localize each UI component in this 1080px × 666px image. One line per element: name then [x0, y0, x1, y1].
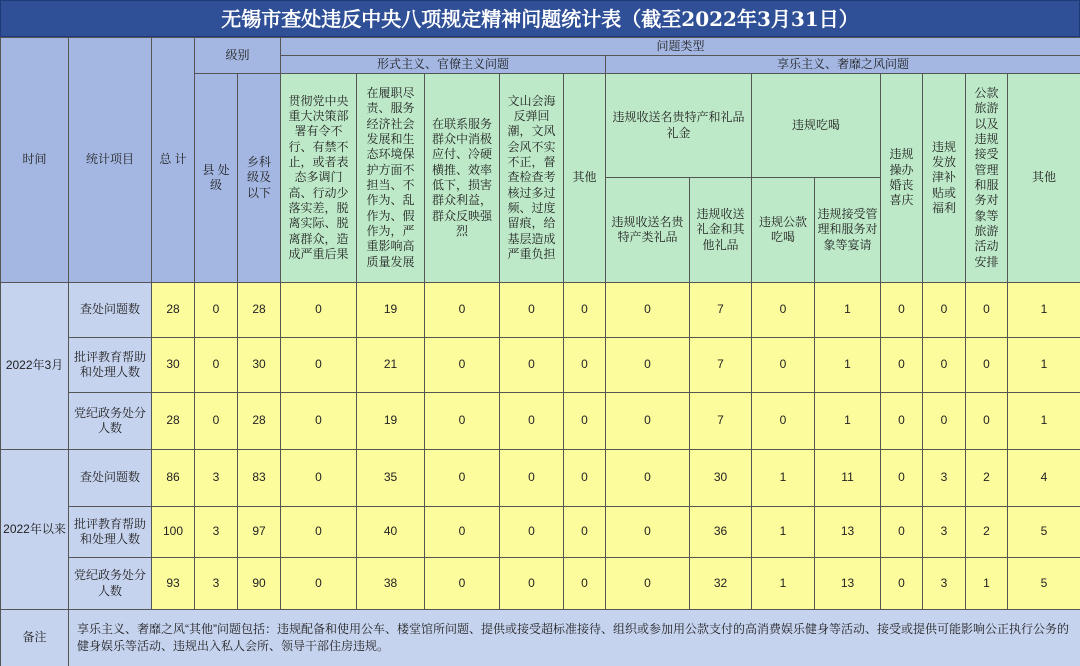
value-cell: 86: [152, 450, 195, 507]
value-cell: 0: [281, 558, 357, 610]
value-cell: 1: [815, 393, 881, 450]
header-dining-banquet: 违规接受管理和服务对象等宴请: [815, 178, 881, 283]
header-travel: 公款旅游以及违规接受管理和服务对象等旅游活动安排: [966, 74, 1008, 283]
note-text: 享乐主义、奢靡之风“其他”问题包括：违规配备和使用公车、楼堂馆所问题、提供或接受超标准接待、组织或参加用公款支付的高消费娱乐健身等活动、接受或提供可能影响公正执行公务的健身娱乐等活动、违规出入私人会所、领导干部住房违规。: [69, 610, 1080, 666]
value-cell: 0: [281, 393, 357, 450]
value-cell: 28: [238, 393, 281, 450]
table-row: [1, 507, 1080, 558]
value-cell: 0: [195, 338, 238, 393]
value-cell: 0: [564, 338, 606, 393]
table-row: [1, 283, 1080, 338]
value-cell: 35: [357, 450, 425, 507]
value-cell: 1: [752, 507, 815, 558]
value-cell: 0: [564, 558, 606, 610]
value-cell: 90: [238, 558, 281, 610]
note-row: [1, 610, 1080, 666]
value-cell: 0: [881, 393, 923, 450]
value-cell: 1: [815, 283, 881, 338]
value-cell: 30: [238, 338, 281, 393]
value-cell: 3: [923, 507, 966, 558]
value-cell: 0: [752, 393, 815, 450]
header-formalism-service: 在联系服务群众中消极应付、冷硬横推、效率低下，损害群众利益，群众反映强烈: [425, 74, 500, 283]
header-subsidy: 违规发放津补贴或福利: [923, 74, 966, 283]
value-cell: 0: [923, 338, 966, 393]
header-gift: 违规收送名贵特产和礼品礼金: [606, 74, 752, 178]
value-cell: 0: [606, 338, 690, 393]
value-cell: 5: [1008, 558, 1080, 610]
value-cell: 7: [690, 283, 752, 338]
value-cell: 0: [966, 338, 1008, 393]
value-cell: 100: [152, 507, 195, 558]
item-cell: 批评教育帮助和处理人数: [69, 338, 152, 393]
header-hedonism: 享乐主义、奢靡之风问题: [606, 56, 1080, 74]
value-cell: 30: [152, 338, 195, 393]
header-level: 级别: [195, 38, 281, 74]
value-cell: 0: [923, 283, 966, 338]
value-cell: 1: [1008, 393, 1080, 450]
value-cell: 0: [500, 507, 564, 558]
value-cell: 3: [195, 558, 238, 610]
value-cell: 0: [966, 283, 1008, 338]
value-cell: 0: [752, 338, 815, 393]
item-cell: 查处问题数: [69, 450, 152, 507]
value-cell: 0: [500, 450, 564, 507]
value-cell: 0: [564, 283, 606, 338]
value-cell: 93: [152, 558, 195, 610]
value-cell: 1: [752, 558, 815, 610]
header-total: 总 计: [152, 38, 195, 283]
value-cell: 4: [1008, 450, 1080, 507]
value-cell: 0: [281, 338, 357, 393]
value-cell: 1: [752, 450, 815, 507]
value-cell: 2: [966, 450, 1008, 507]
value-cell: 7: [690, 338, 752, 393]
value-cell: 0: [425, 338, 500, 393]
value-cell: 7: [690, 393, 752, 450]
value-cell: 0: [564, 450, 606, 507]
value-cell: 0: [281, 507, 357, 558]
header-item: 统计项目: [69, 38, 152, 283]
value-cell: 0: [281, 283, 357, 338]
value-cell: 13: [815, 507, 881, 558]
value-cell: 0: [500, 393, 564, 450]
value-cell: 0: [425, 283, 500, 338]
value-cell: 40: [357, 507, 425, 558]
value-cell: 83: [238, 450, 281, 507]
note-label: 备注: [1, 610, 69, 666]
value-cell: 0: [606, 558, 690, 610]
value-cell: 0: [881, 283, 923, 338]
value-cell: 28: [152, 283, 195, 338]
value-cell: 21: [357, 338, 425, 393]
header-wedding: 违规操办婚丧喜庆: [881, 74, 923, 283]
value-cell: 0: [195, 393, 238, 450]
header-hedonism-other: 其他: [1008, 74, 1080, 283]
value-cell: 0: [966, 393, 1008, 450]
header-township-level: 乡科级及以下: [238, 74, 281, 283]
value-cell: 0: [606, 507, 690, 558]
value-cell: 0: [881, 450, 923, 507]
value-cell: 0: [425, 450, 500, 507]
value-cell: 0: [195, 283, 238, 338]
value-cell: 3: [195, 450, 238, 507]
item-cell: 查处问题数: [69, 283, 152, 338]
value-cell: 0: [881, 507, 923, 558]
item-cell: 党纪政务处分人数: [69, 393, 152, 450]
header-problem-type: 问题类型: [281, 38, 1080, 56]
header-dining: 违规吃喝: [752, 74, 881, 178]
value-cell: 3: [195, 507, 238, 558]
value-cell: 5: [1008, 507, 1080, 558]
value-cell: 32: [690, 558, 752, 610]
value-cell: 0: [425, 393, 500, 450]
header-formalism: 形式主义、官僚主义问题: [281, 56, 606, 74]
value-cell: 0: [606, 450, 690, 507]
value-cell: 1: [966, 558, 1008, 610]
value-cell: 11: [815, 450, 881, 507]
value-cell: 0: [606, 393, 690, 450]
value-cell: 0: [500, 558, 564, 610]
item-cell: 批评教育帮助和处理人数: [69, 507, 152, 558]
value-cell: 0: [881, 338, 923, 393]
header-county-level: 县 处级: [195, 74, 238, 283]
value-cell: 0: [281, 450, 357, 507]
stats-table: [0, 37, 1080, 666]
value-cell: 36: [690, 507, 752, 558]
value-cell: 19: [357, 393, 425, 450]
value-cell: 30: [690, 450, 752, 507]
value-cell: 0: [881, 558, 923, 610]
time-cell: 2022年3月: [1, 283, 69, 450]
value-cell: 28: [152, 393, 195, 450]
table-row: [1, 338, 1080, 393]
value-cell: 3: [923, 450, 966, 507]
header-formalism-decision: 贯彻党中央重大决策部署有令不行、有禁不止，或者表态多调门高、行动少落实差，脱离实际、脱离群众，造成严重后果: [281, 74, 357, 283]
value-cell: 0: [923, 393, 966, 450]
value-cell: 1: [1008, 338, 1080, 393]
time-cell: 2022年以来: [1, 450, 69, 610]
value-cell: 0: [425, 507, 500, 558]
table-row: [1, 450, 1080, 507]
value-cell: 1: [1008, 283, 1080, 338]
value-cell: 0: [606, 283, 690, 338]
value-cell: 0: [500, 338, 564, 393]
header-formalism-other: 其他: [564, 74, 606, 283]
header-time: 时间: [1, 38, 69, 283]
value-cell: 38: [357, 558, 425, 610]
value-cell: 0: [500, 283, 564, 338]
value-cell: 13: [815, 558, 881, 610]
value-cell: 0: [425, 558, 500, 610]
value-cell: 0: [752, 283, 815, 338]
value-cell: 2: [966, 507, 1008, 558]
value-cell: 97: [238, 507, 281, 558]
value-cell: 1: [815, 338, 881, 393]
value-cell: 28: [238, 283, 281, 338]
value-cell: 3: [923, 558, 966, 610]
item-cell: 党纪政务处分人数: [69, 558, 152, 610]
value-cell: 0: [564, 507, 606, 558]
value-cell: 0: [564, 393, 606, 450]
header-formalism-meetings: 文山会海反弹回潮，文风会风不实不正，督查检查考核过多过频、过度留痕，给基层造成严重负担: [500, 74, 564, 283]
table-row: [1, 558, 1080, 610]
page-title: 无锡市查处违反中央八项规定精神问题统计表（截至2022年3月31日）: [0, 0, 1080, 37]
table-row: [1, 393, 1080, 450]
header-formalism-duty: 在履职尽责、服务经济社会发展和生态环境保护方面不担当、不作为、乱作为、假作为，严重影响高质量发展: [357, 74, 425, 283]
header-gift-specialty: 违规收送名贵特产类礼品: [606, 178, 690, 283]
header-dining-public: 违规公款吃喝: [752, 178, 815, 283]
value-cell: 19: [357, 283, 425, 338]
header-gift-money: 违规收送礼金和其他礼品: [690, 178, 752, 283]
